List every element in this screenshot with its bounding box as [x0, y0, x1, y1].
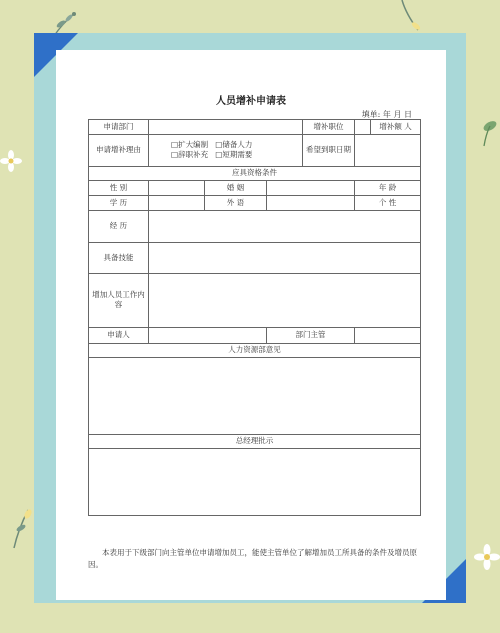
applicant-field[interactable] [149, 327, 267, 343]
start-date-label: 希望到职日期 [303, 135, 355, 166]
manager-label: 部门主管 [267, 327, 355, 343]
duties-label: 增加人员工作内容 [89, 273, 149, 327]
experience-field[interactable] [149, 211, 421, 242]
reason-option-short-term[interactable]: □短期需要 [215, 150, 253, 160]
start-date-field[interactable] [355, 135, 421, 166]
reason-option-resignation[interactable]: □辞职补充 [171, 150, 209, 160]
table-row [89, 357, 421, 434]
gender-field[interactable] [149, 180, 205, 195]
form-title: 人员增补申请表 [216, 96, 286, 107]
table-row [89, 180, 421, 195]
table-row [89, 343, 421, 357]
flower-icon [474, 544, 500, 570]
branch-icon [396, 0, 426, 36]
table-row [89, 242, 421, 273]
reason-label: 申请增补理由 [89, 135, 149, 166]
hr-opinion-field[interactable] [89, 357, 421, 434]
education-field[interactable] [149, 195, 205, 210]
language-label: 外 语 [205, 195, 267, 210]
table-row [89, 135, 421, 166]
gender-label: 性 别 [89, 180, 149, 195]
duties-field[interactable] [149, 273, 421, 327]
marriage-field[interactable] [267, 180, 355, 195]
flower-icon [0, 150, 22, 172]
reason-option-expand[interactable]: □扩大编制 [171, 140, 209, 150]
gm-approval-header: 总经理批示 [89, 434, 421, 448]
manager-field[interactable] [355, 327, 421, 343]
position-field[interactable] [355, 120, 371, 135]
position-label: 增补职位 [303, 120, 355, 135]
table-row [89, 166, 421, 180]
table-row [89, 273, 421, 327]
table-row [89, 449, 421, 516]
table-row [89, 120, 421, 135]
qualification-header: 应具资格条件 [89, 166, 421, 180]
language-field[interactable] [267, 195, 355, 210]
table-row [89, 327, 421, 343]
skills-label: 具备技能 [89, 242, 149, 273]
applicant-label: 申请人 [89, 327, 149, 343]
staffing-request-table [88, 119, 421, 516]
table-row [89, 195, 421, 210]
personality-label: 个 性 [355, 195, 421, 210]
table-row [89, 434, 421, 448]
dept-label: 申请部门 [89, 120, 149, 135]
hr-opinion-header: 人力资源部意见 [89, 343, 421, 357]
education-label: 学 历 [89, 195, 149, 210]
age-label: 年 龄 [355, 180, 421, 195]
marriage-label: 婚 姻 [205, 180, 267, 195]
fill-date-label: 填单: 年 月 日 [361, 110, 412, 119]
table-row [89, 211, 421, 242]
dept-field[interactable] [149, 120, 303, 135]
reason-option-reserve[interactable]: □储备人力 [215, 140, 253, 150]
reason-options [149, 135, 303, 166]
gm-approval-field[interactable] [89, 449, 421, 516]
form-paper [56, 50, 446, 600]
experience-label: 经 历 [89, 211, 149, 242]
form-note: 本表用于下级部门向主管单位申请增加员工，能使主管单位了解增加员工所具备的条件及增员原因。 [88, 548, 417, 569]
leaf-icon [476, 116, 500, 148]
skills-field[interactable] [149, 242, 421, 273]
quota-label: 增补额 人 [371, 120, 421, 135]
